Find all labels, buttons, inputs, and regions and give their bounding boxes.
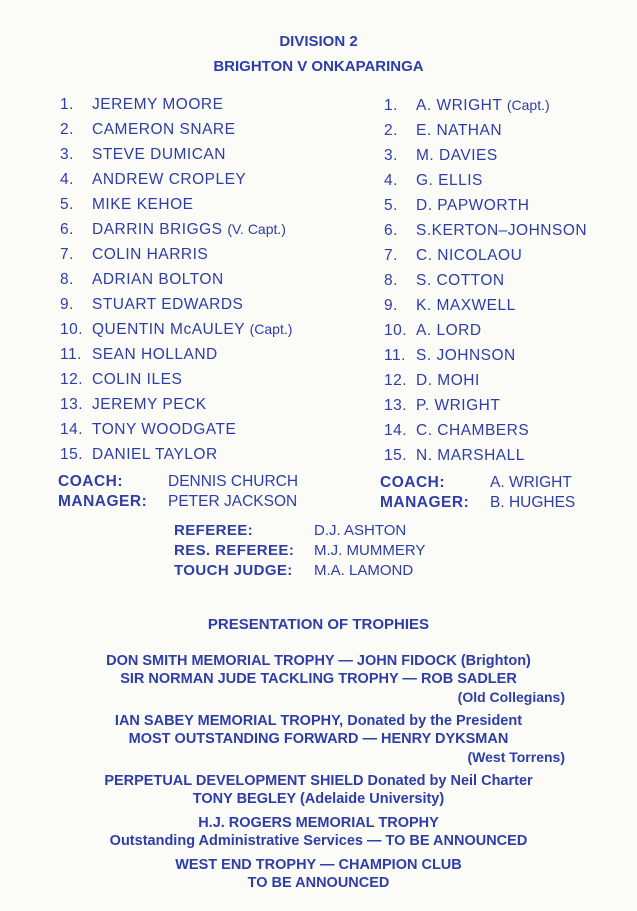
player-row [60, 142, 292, 167]
player-number: 15. [384, 447, 408, 464]
player-name: TONY WOODGATE [92, 421, 237, 438]
player-number: 2. [384, 122, 398, 139]
official-role: RES. REFEREE: [174, 542, 295, 559]
coach-name: DENNIS CHURCH [168, 473, 299, 490]
captain-note: (Capt.) [506, 97, 550, 113]
player-number: 11. [384, 347, 406, 364]
player-number: 14. [384, 422, 408, 439]
player-row [384, 243, 587, 268]
onkaparinga-staff [380, 473, 575, 513]
player-name: E. NATHAN [416, 122, 503, 139]
captain-note: (Capt.) [249, 321, 293, 337]
trophy-line: WEST END TROPHY — CHAMPION CLUB [175, 857, 462, 873]
trophy-line: H.J. ROGERS MEMORIAL TROPHY [198, 815, 439, 831]
player-name: D. MOHI [416, 372, 480, 389]
player-number: 12. [60, 371, 84, 388]
player-row [384, 193, 587, 218]
player-number: 14. [60, 421, 84, 438]
brighton-staff [58, 472, 298, 512]
player-row [60, 367, 292, 392]
trophies-title: PRESENTATION OF TROPHIES [207, 616, 430, 633]
manager-label: MANAGER: [58, 493, 148, 510]
player-number: 9. [384, 297, 398, 314]
player-number: 7. [384, 247, 398, 264]
player-row [60, 342, 292, 367]
trophy-line: DON SMITH MEMORIAL TROPHY — JOHN FIDOCK (Brighton) [106, 653, 531, 669]
captain-note: (V. Capt.) [227, 221, 286, 237]
manager-name: PETER JACKSON [168, 493, 298, 510]
player-row [60, 317, 292, 342]
player-row [384, 268, 587, 293]
player-number: 10. [60, 321, 84, 338]
player-name: S. JOHNSON [416, 347, 516, 364]
official-role: REFEREE: [174, 522, 254, 539]
official-name: M.J. MUMMERY [314, 542, 426, 559]
player-row [384, 343, 587, 368]
official-name: D.J. ASHTON [314, 522, 407, 539]
player-number: 8. [60, 271, 74, 288]
player-number: 2. [60, 121, 74, 138]
player-number: 13. [384, 397, 408, 414]
player-name: ANDREW CROPLEY [92, 171, 247, 188]
player-name: COLIN HARRIS [92, 246, 209, 263]
official-role: TOUCH JUDGE: [174, 562, 293, 579]
player-name: P. WRIGHT [416, 397, 501, 414]
player-row [60, 417, 292, 442]
player-number: 13. [60, 396, 84, 413]
player-name: C. NICOLAOU [416, 247, 523, 264]
player-row [60, 217, 292, 242]
player-row [60, 167, 292, 192]
official-row [174, 541, 425, 561]
player-row [384, 443, 587, 468]
onkaparinga-roster [384, 93, 587, 468]
trophy-line: TO BE ANNOUNCED [247, 875, 390, 891]
division-title: DIVISION 2 [279, 33, 358, 50]
match-officials [174, 521, 425, 581]
manager-name: B. HUGHES [490, 494, 576, 511]
player-row [60, 117, 292, 142]
trophies-section [0, 616, 637, 892]
player-row [384, 368, 587, 393]
player-name: G. ELLIS [416, 172, 483, 189]
player-number: 3. [60, 146, 74, 163]
player-name: MIKE KEHOE [92, 196, 194, 213]
coach-label: COACH: [58, 473, 123, 490]
player-row [60, 242, 292, 267]
player-name: C. CHAMBERS [416, 422, 530, 439]
player-row [384, 143, 587, 168]
player-number: 15. [60, 446, 84, 463]
official-name: M.A. LAMOND [314, 562, 414, 579]
match-title: BRIGHTON V ONKAPARINGA [213, 58, 424, 75]
trophy-line: PERPETUAL DEVELOPMENT SHIELD Donated by Neil Charter [104, 773, 533, 789]
player-row [384, 418, 587, 443]
player-row [384, 118, 587, 143]
player-number: 12. [384, 372, 408, 389]
manager-label: MANAGER: [380, 494, 470, 511]
player-number: 11. [60, 346, 82, 363]
player-row [60, 267, 292, 292]
player-name: D. PAPWORTH [416, 197, 530, 214]
player-row [60, 392, 292, 417]
player-number: 4. [384, 172, 398, 189]
player-number: 10. [384, 322, 408, 339]
player-name: A. WRIGHT [416, 97, 503, 114]
player-row [384, 218, 587, 243]
player-number: 9. [60, 296, 74, 313]
player-name: DANIEL TAYLOR [92, 446, 218, 463]
trophy-line: (West Torrens) [467, 749, 565, 765]
player-name: ADRIAN BOLTON [92, 271, 224, 288]
player-name: K. MAXWELL [416, 297, 516, 314]
official-row [174, 521, 425, 541]
coach-label: COACH: [380, 474, 445, 491]
player-number: 1. [384, 97, 398, 114]
player-number: 4. [60, 171, 74, 188]
player-name: A. LORD [416, 322, 482, 339]
player-row [384, 168, 587, 193]
player-name: M. DAVIES [416, 147, 498, 164]
player-row [60, 92, 292, 117]
official-row [174, 561, 425, 581]
player-row [60, 192, 292, 217]
player-name: QUENTIN McAULEY [92, 321, 245, 338]
player-row [384, 93, 587, 118]
brighton-roster [60, 92, 292, 467]
player-name: COLIN ILES [92, 371, 183, 388]
player-name: N. MARSHALL [416, 447, 525, 464]
player-row [60, 442, 292, 467]
coach-name: A. WRIGHT [490, 474, 572, 491]
player-number: 8. [384, 272, 398, 289]
player-name: STEVE DUMICAN [92, 146, 226, 163]
trophy-line: IAN SABEY MEMORIAL TROPHY, Donated by the President [114, 713, 523, 729]
player-name: JEREMY MOORE [92, 96, 224, 113]
player-number: 6. [384, 222, 398, 239]
player-row [60, 292, 292, 317]
player-row [384, 393, 587, 418]
trophy-line: SIR NORMAN JUDE TACKLING TROPHY — ROB SADLER [120, 671, 517, 687]
player-row [384, 318, 587, 343]
player-name: SEAN HOLLAND [92, 346, 218, 363]
player-number: 7. [60, 246, 74, 263]
player-number: 3. [384, 147, 398, 164]
trophy-line: Outstanding Administrative Services — TO BE ANNOUNCED [109, 833, 528, 849]
trophy-line: (Old Collegians) [457, 689, 565, 705]
player-name: DARRIN BRIGGS [92, 221, 223, 238]
player-number: 5. [384, 197, 398, 214]
player-name: CAMERON SNARE [92, 121, 236, 138]
trophy-line: MOST OUTSTANDING FORWARD — HENRY DYKSMAN [128, 731, 509, 747]
player-name: S.KERTON–JOHNSON [416, 222, 588, 239]
player-name: STUART EDWARDS [92, 296, 244, 313]
trophy-line: TONY BEGLEY (Adelaide University) [192, 791, 445, 807]
player-number: 6. [60, 221, 74, 238]
player-name: S. COTTON [416, 272, 505, 289]
player-name: JEREMY PECK [92, 396, 207, 413]
player-number: 1. [60, 96, 74, 113]
player-row [384, 293, 587, 318]
player-number: 5. [60, 196, 74, 213]
